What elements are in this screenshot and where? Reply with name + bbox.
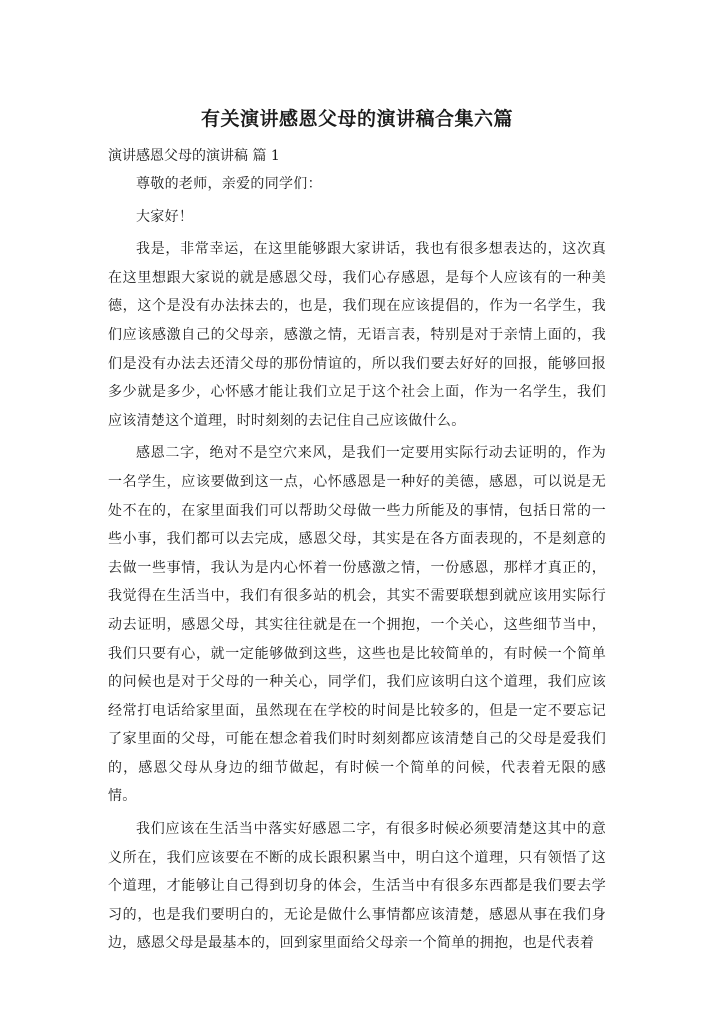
- paragraph-body-2: 感恩二字，绝对不是空穴来风，是我们一定要用实际行动去证明的，作为一名学生，应该要做到这一点，心怀感恩是一种好的美德，感恩，可以说是无处不在的，在家里面我们可以帮助父母做一些力所能及的事情，包括日常的一些小事，我们都可以去完成，感恩父母，其实是在各方面表现的，不是刻意的去做一些事情，我认为是内心怀着一份感激之情，一份感恩，那样才真正的，我觉得在生活当中，我们有很多站的机会，其实不需要联想到就应该用实际行动去证明，感恩父母，其实往往就是在一个拥抱，一个关心，这些细节当中，我们只要有心，就一定能够做到这些，这些也是比较简单的，有时候一个简单的问候也是对于父母的一种关心，同学们，我们应该明白这个道理，我们应该经常打电话给家里面，虽然现在在学校的时间是比较多的，但是一定不要忘记了家里面的父母，可能在想念着我们时时刻刻都应该清楚自己的父母是爱我们的，感恩父母从身边的细节做起，有时候一个简单的问候，代表着无限的感情。: [108, 445, 606, 805]
- paragraph-salutation: 尊敬的老师，亲爱的同学们：: [136, 176, 322, 192]
- paragraph-body-3: 我们应该在生活当中落实好感恩二字，有很多时候必须要清楚这其中的意义所在，我们应该要在不断的成长跟积累当中，明白这个道理，只有领悟了这个道理，才能够让自己得到切身的体会，生活当中有很多东西都是我们要去学习的，也是我们要明白的，无论是做什么事情都应该清楚，感恩从事在我们身边，感恩父母是最基本的，回到家里面给父母亲一个简单的拥抱，也是代表着: [108, 821, 606, 952]
- document-title: 有关演讲感恩父母的演讲稿合集六篇: [200, 108, 513, 130]
- document-page: [108, 104, 606, 962]
- section-title: 演讲感恩父母的演讲稿 篇 1: [108, 148, 280, 164]
- paragraph-body-1: 我是，非常幸运，在这里能够跟大家讲话，我也有很多想表达的，这次真在这里想跟大家说的就是感恩父母，我们心存感恩，是每个人应该有的一种美德，这个是没有办法抹去的，也是，我们现在应该提倡的，作为一名学生，我们应该感激自己的父母亲，感激之情，无语言表，特别是对于亲情上面的，我们是没有办法去还清父母的那份情谊的，所以我们要去好好的回报，能够回报多少就是多少，心怀感才能让我们立足于这个社会上面，作为一名学生，我们应该清楚这个道理，时时刻刻的去记住自己应该做什么。: [108, 241, 606, 429]
- paragraph-greeting: 大家好！: [136, 208, 194, 225]
